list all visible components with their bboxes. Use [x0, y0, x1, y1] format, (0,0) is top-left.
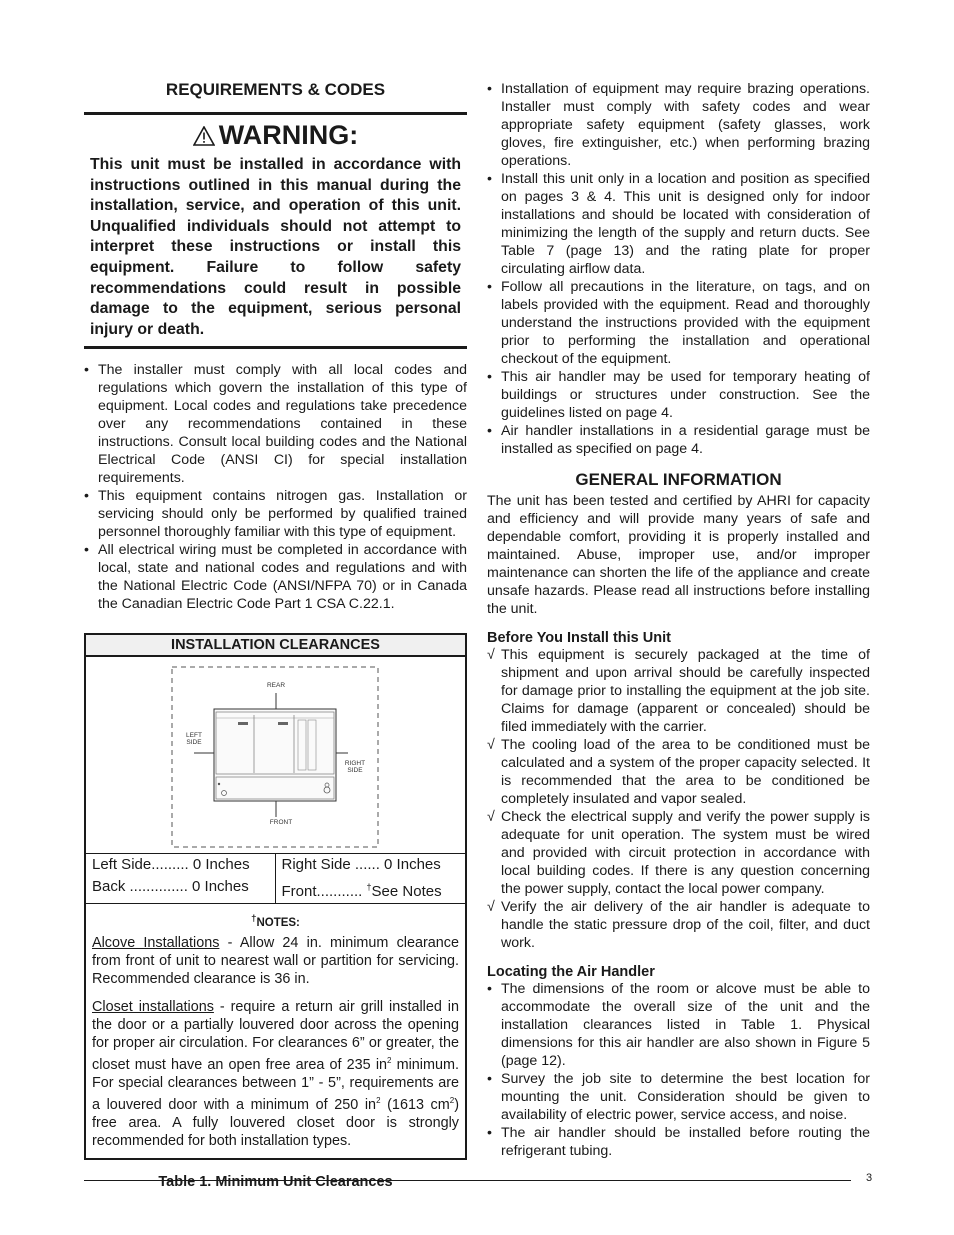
list-item: √ Verify the air delivery of the air handler is adequate to handle the static pressure drop of the coil, filter, and duct work.: [487, 899, 870, 951]
unit-clearance-drawing: [86, 657, 465, 853]
warning-box: [84, 112, 467, 349]
clearance-diagram: [86, 657, 465, 854]
general-information-title: GENERAL INFORMATION: [575, 470, 782, 489]
notes-heading: †NOTES:: [251, 913, 300, 930]
table-caption: Table 1. Minimum Unit Clearances: [158, 1173, 393, 1190]
right-side-label: RIGHT: [344, 760, 366, 768]
clearances-title: INSTALLATION CLEARANCES: [86, 635, 465, 657]
requirements-title: REQUIREMENTS & CODES: [165, 80, 386, 99]
list-item: • All electrical wiring must be completed in accordance with local, state and national codes and regulations and with the National Electric Code (ANSI/NFPA 70) or in Canada the Canadian Electric Code Part 1 CSA C.22.1.: [84, 541, 467, 613]
alcove-note: Alcove Installations - Allow 24 in. minimum clearance from front of unit to nearest wall or partition for servicing. Recommended clearance is 36 in.: [92, 935, 460, 988]
warning-label: WARNING:: [218, 120, 359, 150]
clearance-values: [86, 854, 465, 904]
list-item: • The dimensions of the room or alcove must be able to accommodate the overall size of the unit and the installation clearances listed in Table 1. Physical dimensions for this air handler are also shown in Figure 5 (page 12).: [487, 980, 870, 1070]
right-column: [487, 80, 870, 1160]
list-item: • This equipment contains nitrogen gas. Installation or servicing should only be performed by qualified trained personnel thoroughly familiar with this type of equipment.: [84, 487, 467, 541]
safety-list: [487, 80, 870, 458]
left-side-label: LEFT: [186, 732, 202, 740]
general-information-text: The unit has been tested and certified by AHRI for capacity and efficiency and will provide many years of safe and dependable comfort, providing it is properly installed and maintained. Abuse, improper use, and/or improper maintenance can shorten the life of the appliance and create unsafe hazards. Please read all instructions before installing the unit.: [487, 493, 870, 617]
list-item: • Installation of equipment may require brazing operations. Installer must comply with safety codes and wear appropriate safety equipment (safety glasses, work gloves, fire extinguisher, etc.) when performing brazing operations.: [487, 80, 870, 170]
check-icon: √: [487, 809, 495, 825]
locating-list: [487, 980, 870, 1160]
list-item: • Survey the job site to determine the best location for mounting the unit. Consideration should be given to availability of electric power, service access, and noise.: [487, 1070, 870, 1124]
rear-label: REAR: [266, 682, 286, 690]
check-icon: √: [487, 647, 495, 663]
before-install-title: Before You Install this Unit: [487, 630, 671, 646]
footer-rule: [84, 1180, 851, 1181]
check-icon: √: [487, 899, 495, 915]
front-clearance: Front........... †See Notes: [281, 882, 442, 901]
closet-note: Closet installations - require a return air grill installed in the door or a partially louvered door across the opening for proper air circulation. For clearances 6” or greater, the closet must have an open free area of 235 $in^2$ minimum. For special clearances between 1” - 5”, requirements are a louvered door with a minimum of 250 $in^2$ (1613 $cm^2$) free area. A fully louvered closet door is strongly recommended for both installation types.: [92, 999, 459, 1149]
list-item: • The installer must comply with all local codes and regulations which govern the installation of this type of equipment. Local codes and regulations take precedence over any recommendations contained in these instructions. Consult local building codes and the National Electrical Code (ANSI CI) for special installation requirements.: [84, 361, 467, 487]
right-side-label-2: SIDE: [347, 767, 363, 775]
installation-clearances-table: [84, 633, 467, 1159]
list-item: √ Check the electrical supply and verify the power supply is adequate for unit operation. The system must be wired and provided with circuit protection in accordance with local building codes. If there is any question concerning the power supply, contact the local power company.: [487, 809, 870, 897]
right-side-clearance: Right Side ...... 0 Inches: [281, 856, 441, 874]
clearance-notes: [86, 904, 465, 1157]
left-side-clearance: Left Side......... 0 Inches: [86, 854, 276, 876]
front-label: FRONT: [269, 819, 293, 827]
requirements-list: [84, 361, 467, 613]
warning-text: This unit must be installed in accordance with instructions outlined in this manual during the installation, service, and operation of this unit. Unqualified individuals should not attempt to interpret these instructions or install this equipment. Failure to follow safety recommendations could result in possible damage to the equipment, serious personal injury or death.: [90, 156, 461, 338]
check-icon: √: [487, 737, 495, 753]
list-item: • The air handler should be installed before routing the refrigerant tubing.: [487, 1124, 870, 1160]
page-number: 3: [866, 1172, 873, 1184]
before-install-checklist: [487, 646, 870, 952]
warning-heading: [90, 119, 461, 151]
list-item: • Follow all precautions in the literature, on tags, and on labels provided with the equipment. Read and thoroughly understand the instructions provided with the equipment prior to performing the installation and operational checkout of the equipment.: [487, 278, 870, 368]
left-side-label-2: SIDE: [186, 739, 202, 747]
list-item: • Install this unit only in a location and position as specified on pages 3 & 4. This unit is designed only for indoor installations and should be located with consideration of minimizing the length of the supply and return ducts. See Table 7 (page 13) and the rating plate for proper circulating airflow data.: [487, 170, 870, 278]
list-item: • Air handler installations in a residential garage must be installed as specified on page 4.: [487, 422, 870, 458]
warning-triangle-icon: [193, 126, 215, 146]
left-column: [84, 80, 467, 1190]
back-clearance: Back .............. 0 Inches: [86, 876, 276, 903]
list-item: • This air handler may be used for temporary heating of buildings or structures under construction. See the guidelines listed on page 4.: [487, 368, 870, 422]
locating-title: Locating the Air Handler: [487, 964, 655, 980]
list-item: √ The cooling load of the area to be conditioned must be calculated and a system of the proper capacity selected. It is recommended that the area to be conditioned be completely insulated and vapor sealed.: [487, 737, 870, 807]
list-item: √ This equipment is securely packaged at the time of shipment and upon arrival should be carefully inspected for damage prior to installing the equipment at the job site. Claims for damage (apparent or concealed) should be filed immediately with the carrier.: [487, 647, 870, 735]
